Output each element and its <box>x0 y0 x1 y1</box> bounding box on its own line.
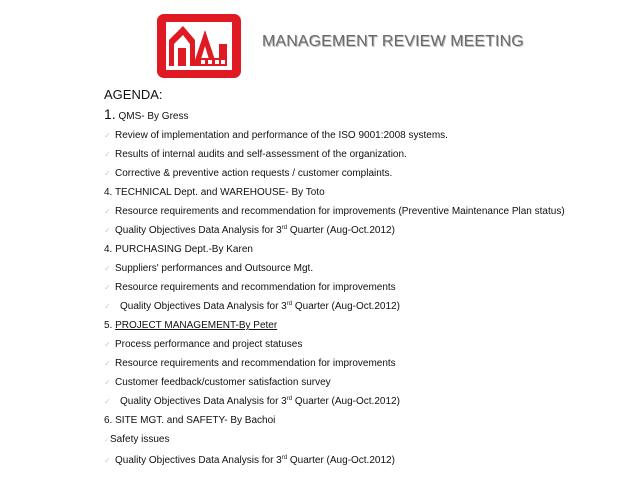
list-item <box>104 335 634 354</box>
list-item <box>104 259 634 278</box>
section-heading-project-management <box>104 316 634 335</box>
checkmark-icon: ✓ <box>104 169 111 178</box>
list-item <box>104 221 634 240</box>
list-item <box>104 373 634 392</box>
list-item-text: Quality Objectives Data Analysis for 3 <box>115 455 282 466</box>
list-item-text: Resource requirements and recommendation for improvements <box>115 282 396 293</box>
checkmark-icon: ✓ <box>104 150 111 159</box>
list-item-text: Quarter (Aug-Oct.2012) <box>287 225 395 236</box>
section-number: 1. <box>104 106 116 122</box>
checkmark-icon: ✓ <box>104 438 110 444</box>
list-item-text: Resource requirements and recommendation for improvements (Preventive Maintenance Plan status) <box>115 206 565 217</box>
page-title: MANAGEMENT REVIEW MEETING <box>262 33 524 50</box>
checkmark-icon: ✓ <box>104 359 111 368</box>
list-item-text: Quarter (Aug-Oct.2012) <box>292 301 400 312</box>
list-item <box>104 451 634 470</box>
section-heading-purchasing: 4. PURCHASING Dept.-By Karen <box>104 244 253 255</box>
checkmark-icon: ✓ <box>104 340 111 349</box>
ordinal-suffix: rd <box>281 225 288 231</box>
checkmark-icon: ✓ <box>104 397 111 406</box>
list-item-text: Quarter (Aug-Oct.2012) <box>292 396 400 407</box>
section-heading-site-safety: 6. SITE MGT. and SAFETY- By Bachoi <box>104 415 276 426</box>
list-item-text: Quality Objectives Data Analysis for 3 <box>115 225 282 236</box>
list-item <box>104 278 634 297</box>
list-item-text: Resource requirements and recommendation for improvements <box>115 358 396 369</box>
checkmark-icon: ✓ <box>104 226 111 235</box>
list-item-text: Suppliers' performances and Outsource Mgt. <box>115 263 314 274</box>
logo-graphic <box>157 14 241 78</box>
section-heading-qms <box>104 105 634 126</box>
section-title: QMS- By Gress <box>118 111 189 122</box>
list-item <box>104 202 634 221</box>
list-item <box>104 354 634 373</box>
company-logo <box>157 14 241 78</box>
section-title: PROJECT MANAGEMENT-By Peter <box>115 320 278 331</box>
section-heading-technical: 4. TECHNICAL Dept. and WAREHOUSE- By Toto <box>104 187 325 198</box>
list-item <box>104 126 634 145</box>
list-item <box>104 430 634 451</box>
checkmark-icon: ✓ <box>104 456 111 465</box>
list-item-text: Process performance and project statuses <box>115 339 303 350</box>
checkmark-icon: ✓ <box>104 378 111 387</box>
list-item-text: Review of implementation and performance of the ISO 9001:2008 systems. <box>115 130 448 141</box>
list-item-text: Quality Objectives Data Analysis for 3 <box>120 301 287 312</box>
list-item <box>104 392 634 411</box>
list-item-text: Results of internal audits and self-assessment of the organization. <box>115 149 407 160</box>
checkmark-icon: ✓ <box>104 264 111 273</box>
ordinal-suffix: rd <box>286 396 293 402</box>
checkmark-icon: ✓ <box>104 283 111 292</box>
list-item-text: Quarter (Aug-Oct.2012) <box>287 455 395 466</box>
ordinal-suffix: rd <box>286 301 293 307</box>
ordinal-suffix: rd <box>281 455 288 461</box>
checkmark-icon: ✓ <box>104 131 111 140</box>
section-number: 5. <box>104 320 113 331</box>
list-item-text: Customer feedback/customer satisfaction survey <box>115 377 331 388</box>
checkmark-icon: ✓ <box>104 207 111 216</box>
agenda-label: AGENDA: <box>104 87 163 102</box>
list-item <box>104 145 634 164</box>
agenda-content <box>104 86 634 470</box>
list-item-text: Quality Objectives Data Analysis for 3 <box>120 396 287 407</box>
checkmark-icon: ✓ <box>104 302 111 311</box>
list-item-text: Safety issues <box>110 434 170 445</box>
list-item-text: Corrective & preventive action requests / customer complaints. <box>115 168 393 179</box>
list-item <box>104 297 634 316</box>
list-item <box>104 164 634 183</box>
